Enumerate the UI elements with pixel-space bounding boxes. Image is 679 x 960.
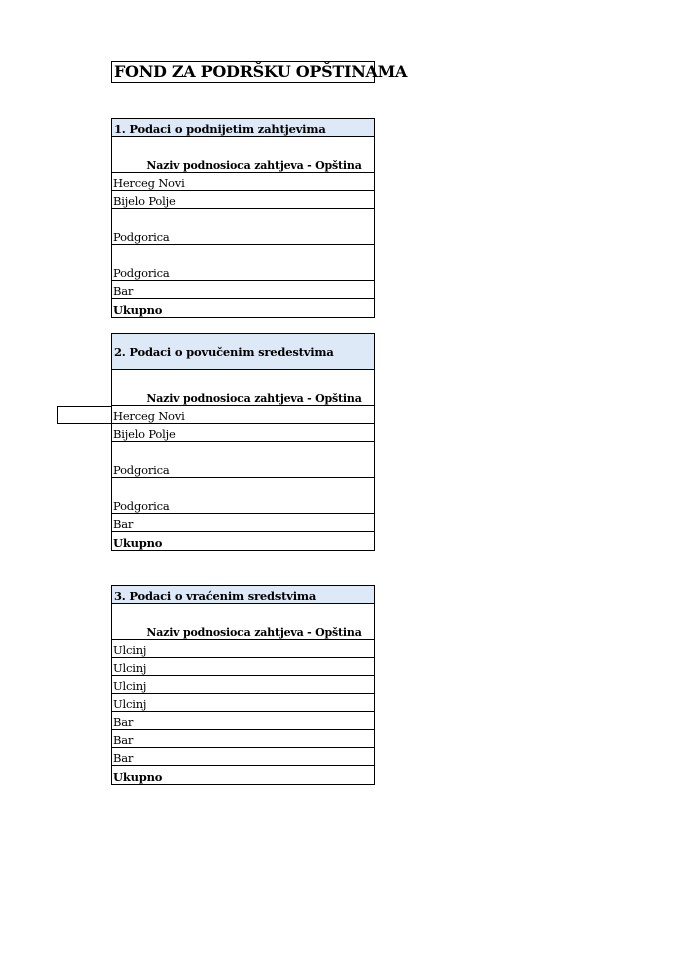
page-title-box <box>111 61 408 83</box>
table-row: Bar <box>112 748 374 766</box>
table-row: Bar <box>112 730 374 748</box>
section-heading: 3. Podaci o vraćenim sredstvima <box>112 586 374 604</box>
total-row: Ukupno <box>113 303 163 317</box>
table-row: Bijelo Polje <box>112 424 374 442</box>
page-title: FOND ZA PODRŠKU OPŠTINAMA <box>114 62 408 81</box>
column-header: Naziv podnosioca zahtjeva - Opština <box>112 137 374 173</box>
section-heading: 1. Podaci o podnijetim zahtjevima <box>112 119 374 137</box>
table-row: Podgorica <box>112 442 374 478</box>
table-row: Podgorica <box>112 478 374 514</box>
table-row: Ulcinj <box>112 658 374 676</box>
table-row: Bar <box>112 281 374 299</box>
section-heading: 2. Podaci o povučenim sredestvima <box>112 334 374 370</box>
table-row: Herceg Novi <box>112 406 374 424</box>
total-row: Ukupno <box>113 536 163 550</box>
table-row: Ulcinj <box>112 676 374 694</box>
section-returned-funds <box>111 585 375 785</box>
total-row: Ukupno <box>113 770 163 784</box>
table-row: Bar <box>112 712 374 730</box>
table-row: Bar <box>112 514 374 532</box>
column-header: Naziv podnosioca zahtjeva - Opština <box>112 604 374 640</box>
table-row: Herceg Novi <box>112 173 374 191</box>
stray-cell-outline <box>57 406 112 424</box>
section-submitted-requests <box>111 118 375 318</box>
table-row: Podgorica <box>112 245 374 281</box>
section-withdrawn-funds <box>111 333 375 551</box>
table-row: Bijelo Polje <box>112 191 374 209</box>
column-header: Naziv podnosioca zahtjeva - Opština <box>112 370 374 406</box>
table-row: Ulcinj <box>112 694 374 712</box>
table-row: Podgorica <box>112 209 374 245</box>
table-row: Ulcinj <box>112 640 374 658</box>
